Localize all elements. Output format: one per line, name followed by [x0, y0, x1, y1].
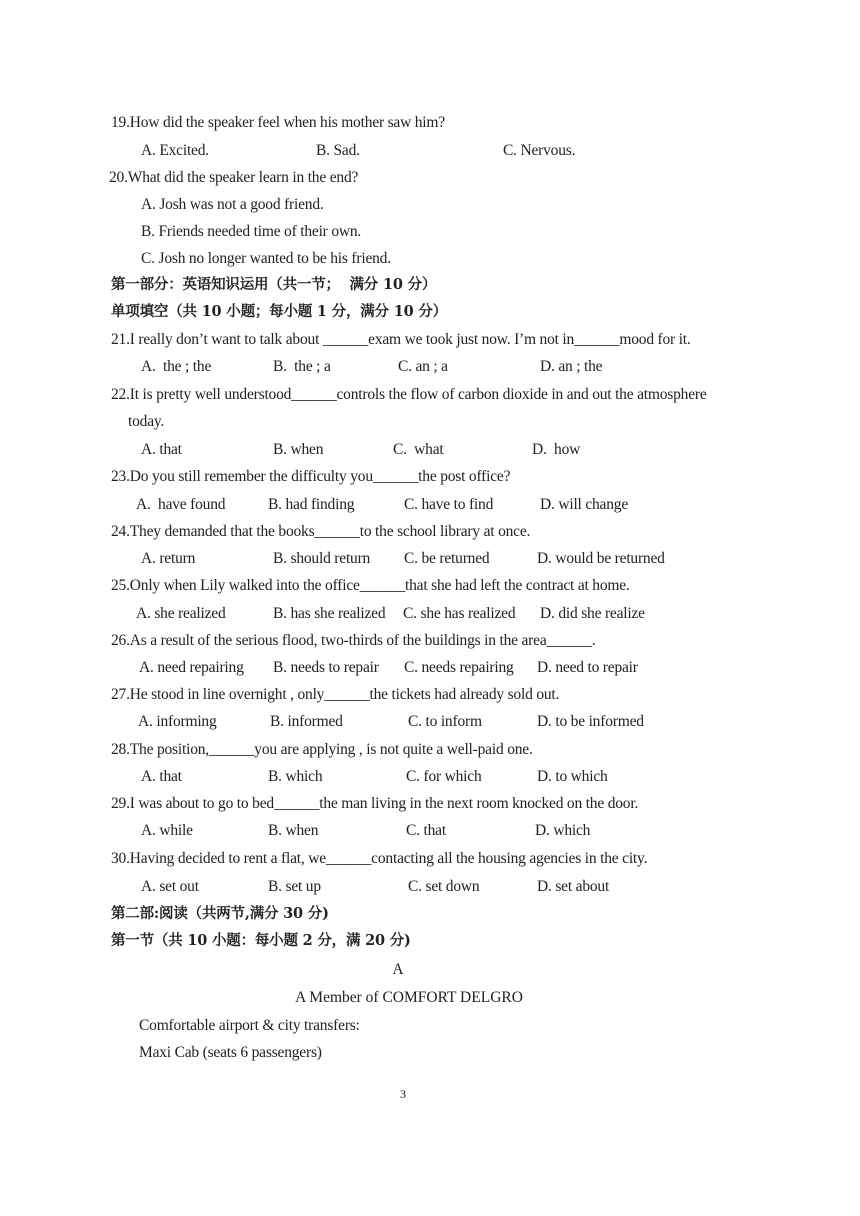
- q28-option-b: B. which: [268, 768, 323, 785]
- q28-option-c: C. for which: [406, 768, 482, 785]
- q29-option-b: B. when: [268, 822, 319, 839]
- question-28-stem: 28.The position,______you are applying , is not quite a well-paid one.: [111, 741, 533, 758]
- question-25-stem: 25.Only when Lily walked into the office______that she had left the contract at home.: [111, 577, 630, 594]
- q30-option-d: D. set about: [537, 878, 610, 895]
- q20-option-c: C. Josh no longer wanted to be his friend.: [141, 250, 391, 267]
- q22-option-d: D. how: [532, 441, 581, 458]
- q25-option-a: A. she realized: [136, 605, 226, 622]
- question-30-stem: 30.Having decided to rent a flat, we______contacting all the housing agencies in the city.: [111, 850, 648, 867]
- question-20-stem: 20.What did the speaker learn in the end?: [109, 169, 359, 186]
- q19-option-a: A. Excited.: [141, 142, 209, 159]
- q28-option-a: A. that: [141, 768, 182, 785]
- passage-line-2: Maxi Cab (seats 6 passengers): [139, 1044, 322, 1061]
- q21-option-c: C. an ; a: [398, 358, 448, 375]
- q27-option-a: A. informing: [138, 713, 217, 730]
- q27-option-d: D. to be informed: [537, 713, 644, 730]
- q29-option-c: C. that: [406, 822, 446, 839]
- q21-option-a: A. the ; the: [141, 358, 212, 375]
- question-24-stem: 24.They demanded that the books______to the school library at once.: [111, 523, 531, 540]
- q20-option-b: B. Friends needed time of their own.: [141, 223, 362, 240]
- q25-option-c: C. she has realized: [403, 605, 516, 622]
- q21-option-d: D. an ; the: [540, 358, 603, 375]
- question-27-stem: 27.He stood in line overnight , only______the tickets had already sold out.: [111, 686, 560, 703]
- section-title: 单项填空（共 10 小题；每小题 1 分，满分 10 分）: [111, 303, 447, 320]
- question-22-stem: 22.It is pretty well understood______controls the flow of carbon dioxide in and out the atmosphere: [111, 386, 707, 403]
- q22-option-a: A. that: [141, 441, 182, 458]
- q29-option-a: A. while: [141, 822, 193, 839]
- passage-title: A Member of COMFORT DELGRO: [295, 989, 523, 1006]
- q26-option-b: B. needs to repair: [273, 659, 379, 676]
- q23-option-d: D. will change: [540, 496, 629, 513]
- question-21-stem: 21.I really don’t want to talk about ______exam we took just now. I’m not in______mood for it.: [111, 331, 691, 348]
- q27-option-c: C. to inform: [408, 713, 482, 730]
- q25-option-b: B. has she realized: [273, 605, 386, 622]
- q27-option-b: B. informed: [270, 713, 343, 730]
- q26-option-a: A. need repairing: [139, 659, 244, 676]
- q24-option-a: A. return: [141, 550, 196, 567]
- part-1-title: 第一部分：英语知识运用（共一节； 满分 10 分）: [111, 276, 437, 293]
- q22-option-b: B. when: [273, 441, 324, 458]
- passage-line-1: Comfortable airport & city transfers:: [139, 1017, 360, 1034]
- question-26-stem: 26.As a result of the serious flood, two-thirds of the buildings in the area______.: [111, 632, 596, 649]
- question-29-stem: 29.I was about to go to bed______the man living in the next room knocked on the door.: [111, 795, 639, 812]
- question-23-stem: 23.Do you still remember the difficulty you______the post office?: [111, 468, 511, 485]
- q21-option-b: B. the ; a: [273, 358, 331, 375]
- q26-option-c: C. needs repairing: [404, 659, 514, 676]
- q23-option-a: A. have found: [136, 496, 226, 513]
- q30-option-c: C. set down: [408, 878, 480, 895]
- q23-option-c: C. have to find: [404, 496, 494, 513]
- passage-letter: A: [392, 961, 404, 978]
- q29-option-d: D. which: [535, 822, 591, 839]
- question-19-stem: 19.How did the speaker feel when his mother saw him?: [111, 114, 445, 131]
- q30-option-a: A. set out: [141, 878, 199, 895]
- q24-option-b: B. should return: [273, 550, 371, 567]
- q26-option-d: D. need to repair: [537, 659, 638, 676]
- q25-option-d: D. did she realize: [540, 605, 645, 622]
- page-number: 3: [400, 1087, 406, 1101]
- q30-option-b: B. set up: [268, 878, 321, 895]
- q19-option-c: C. Nervous.: [503, 142, 576, 159]
- question-22-stem-continued: today.: [128, 413, 165, 430]
- q24-option-d: D. would be returned: [537, 550, 665, 567]
- q20-option-a: A. Josh was not a good friend.: [141, 196, 324, 213]
- q24-option-c: C. be returned: [404, 550, 490, 567]
- part-2-title: 第二部:阅读（共两节,满分 30 分): [111, 905, 329, 922]
- q19-option-b: B. Sad.: [316, 142, 360, 159]
- q23-option-b: B. had finding: [268, 496, 355, 513]
- section-1-title: 第一节（共 10 小题：每小题 2 分，满 20 分): [111, 932, 411, 949]
- q22-option-c: C. what: [393, 441, 444, 458]
- q28-option-d: D. to which: [537, 768, 608, 785]
